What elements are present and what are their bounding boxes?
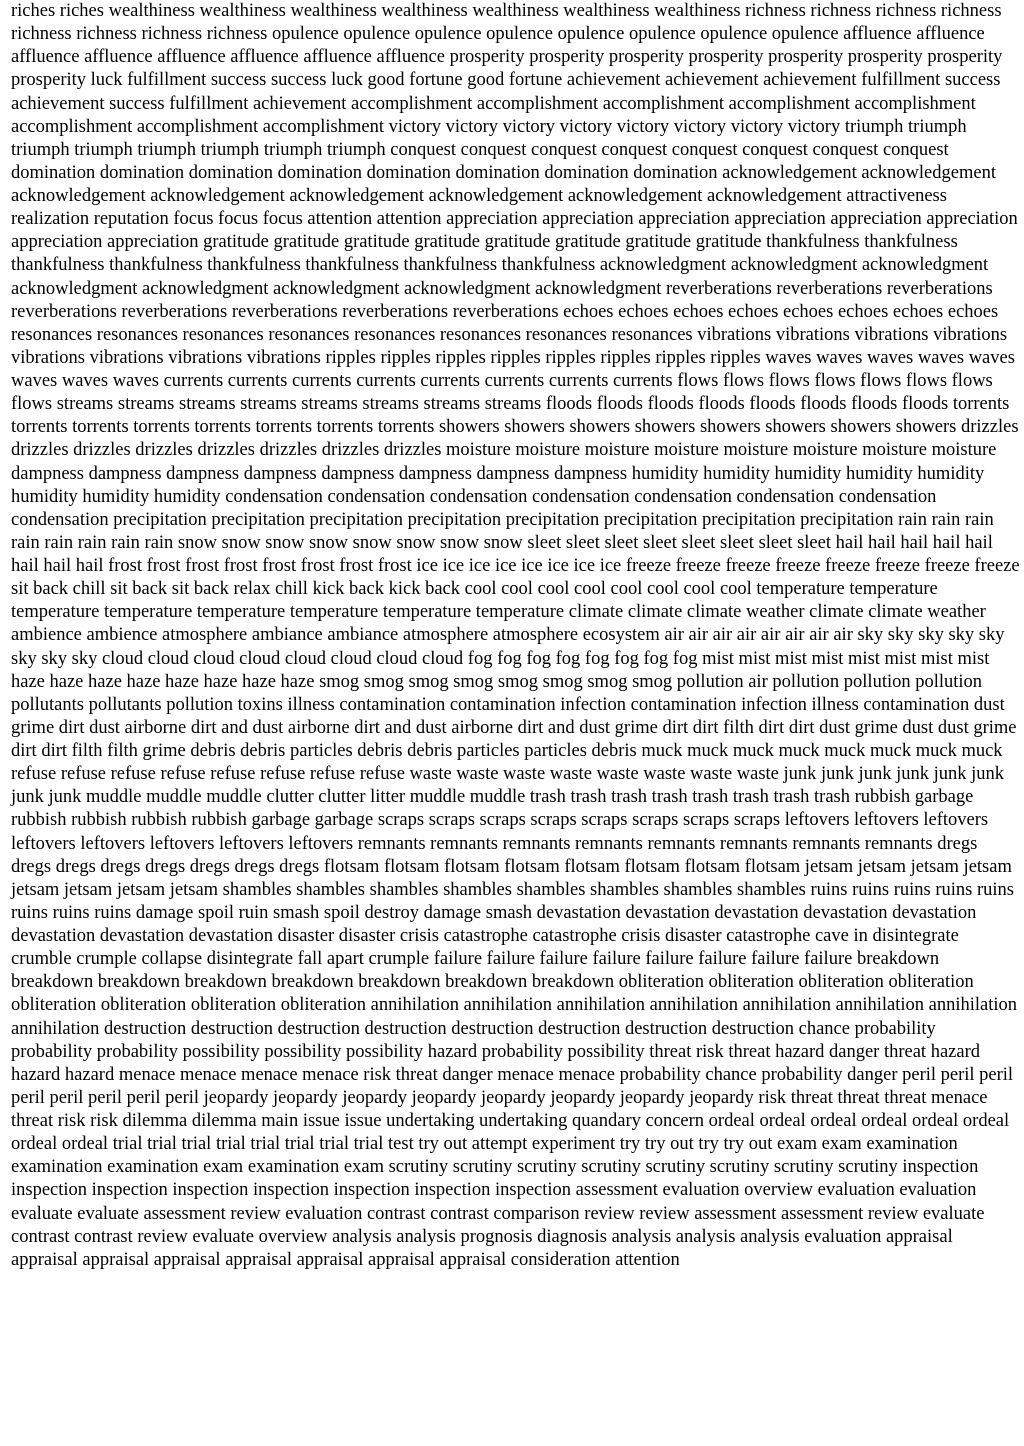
body-text: riches riches wealthiness wealthiness wealthiness wealthiness wealthiness wealthiness wealthiness richness richness richness richness richness richness richness richness opulence opulence opulence opulence opulence opulence opulence opulence affluence affluence affluence affluence affluence affluence affluence affluence prosperity prosperity prosperity prosperity prosperity prosperity prosperity prosperity luck fulfillment success success luck good fortune good fortune achievement achievement achievement fulfillment success achievement success fulfillment achievement accomplishment accomplishment accomplishment accomplishment accomplishment accomplishment accomplishment accomplishment victory victory victory victory victory victory victory victory triumph triumph triumph triumph triumph triumph triumph triumph conquest conquest conquest conquest conquest conquest conquest conquest domination domination domination domination domination domination domination domination acknowledgement acknowledgement acknowledgement acknowledgement acknowledgement acknowledgement acknowledgement acknowledgement attractiveness realization reputation focus focus focus attention attention appreciation appreciation appreciation appreciation appreciation appreciation appreciation appreciation gratitude gratitude gratitude gratitude gratitude gratitude gratitude gratitude thankfulness thankfulness thankfulness thankfulness thankfulness thankfulness thankfulness thankfulness acknowledgment acknowledgment acknowledgment acknowledgment acknowledgment acknowledgment acknowledgment acknowledgment reverberations reverberations reverberations reverberations reverberations reverberations reverberations reverberations echoes echoes echoes echoes echoes echoes echoes echoes resonances resonances resonances resonances resonances resonances resonances resonances vibrations vibrations vibrations vibrations vibrations vibrations vibrations vibrations ripples ripples ripples ripples ripples ripples ripples ripples waves waves waves waves waves waves waves waves currents currents currents currents currents currents currents currents flows flows flows flows flows flows flows flows streams streams streams streams streams streams streams streams floods floods floods floods floods floods floods floods torrents torrents torrents torrents torrents torrents torrents torrents showers showers showers showers showers showers showers showers drizzles drizzles drizzles drizzles drizzles drizzles drizzles drizzles moisture moisture moisture moisture moisture moisture moisture moisture dampness dampness dampness dampness dampness dampness dampness dampness humidity humidity humidity humidity humidity humidity humidity humidity condensation condensation condensation condensation condensation condensation condensation condensation precipitation precipitation precipitation precipitation precipitation precipitation precipitation precipitation rain rain rain rain rain rain rain rain snow snow snow snow snow snow snow snow sleet sleet sleet sleet sleet sleet sleet sleet hail hail hail hail hail hail hail hail frost frost frost frost frost frost frost frost ice ice ice ice ice ice ice ice freeze freeze freeze freeze freeze freeze freeze freeze sit back chill sit back sit back relax chill kick back kick back cool cool cool cool cool cool cool cool temperature temperature temperature temperature temperature temperature temperature temperature climate climate climate weather climate climate weather ambience ambience atmosphere ambiance ambiance atmosphere atmosphere ecosystem air air air air air air air air sky sky sky sky sky sky sky sky cloud cloud cloud cloud cloud cloud cloud cloud fog fog fog fog fog fog fog fog mist mist mist mist mist mist mist mist haze haze haze haze haze haze haze haze smog smog smog smog smog smog smog smog pollution air pollution pollution pollution pollutants pollutants pollution toxins illness contamination contamination infection contamination infection illness contamination dust grime dirt dust airborne dirt and dust airborne dirt and dust airborne dirt and dust grime dirt dirt filth dirt dirt dust grime dust dust grime dirt dirt filth filth grime debris debris particles debris debris particles particles debris muck muck muck muck muck muck muck muck refuse refuse refuse refuse refuse refuse refuse refuse waste waste waste waste waste waste waste waste junk junk junk junk junk junk junk junk muddle muddle muddle clutter clutter litter muddle muddle trash trash trash trash trash trash trash trash rubbish garbage rubbish rubbish rubbish rubbish garbage garbage scraps scraps scraps scraps scraps scraps scraps scraps leftovers leftovers leftovers leftovers leftovers leftovers leftovers leftovers remnants remnants remnants remnants remnants remnants remnants remnants dregs dregs dregs dregs dregs dregs dregs dregs flotsam flotsam flotsam flotsam flotsam flotsam flotsam flotsam jetsam jetsam jetsam jetsam jetsam jetsam jetsam jetsam shambles shambles shambles shambles shambles shambles shambles shambles ruins ruins ruins ruins ruins ruins ruins ruins damage spoil ruin smash spoil destroy damage smash devastation devastation devastation devastation devastation devastation devastation devastation disaster disaster crisis catastrophe catastrophe crisis disaster catastrophe cave in disintegrate crumble crumple collapse disintegrate fall apart crumple failure failure failure failure failure failure failure failure breakdown breakdown breakdown breakdown breakdown breakdown breakdown breakdown obliteration obliteration obliteration obliteration obliteration obliteration obliteration obliteration annihilation annihilation annihilation annihilation annihilation annihilation annihilation annihilation destruction destruction destruction destruction destruction destruction destruction destruction chance probability probability probability possibility possibility possibility hazard probability possibility threat risk threat hazard danger threat hazard hazard hazard menace menace menace menace risk threat danger menace menace probability chance probability danger peril peril peril peril peril peril peril peril jeopardy jeopardy jeopardy jeopardy jeopardy jeopardy jeopardy jeopardy risk threat threat threat menace threat risk risk dilemma dilemma main issue issue undertaking undertaking quandary concern ordeal ordeal ordeal ordeal ordeal ordeal ordeal ordeal trial trial trial trial trial trial trial trial test try out attempt experiment try try out try try out exam exam examination examination examination exam examination exam scrutiny scrutiny scrutiny scrutiny scrutiny scrutiny scrutiny scrutiny inspection inspection inspection inspection inspection inspection inspection inspection assessment evaluation overview evaluation evaluation evaluate evaluate assessment review evaluation contrast contrast comparison review review assessment assessment review evaluate contrast contrast review evaluate overview analysis analysis prognosis diagnosis analysis analysis analysis evaluation appraisal appraisal appraisal appraisal appraisal appraisal appraisal appraisal consideration attention xyxy=(11,1,1020,1270)
